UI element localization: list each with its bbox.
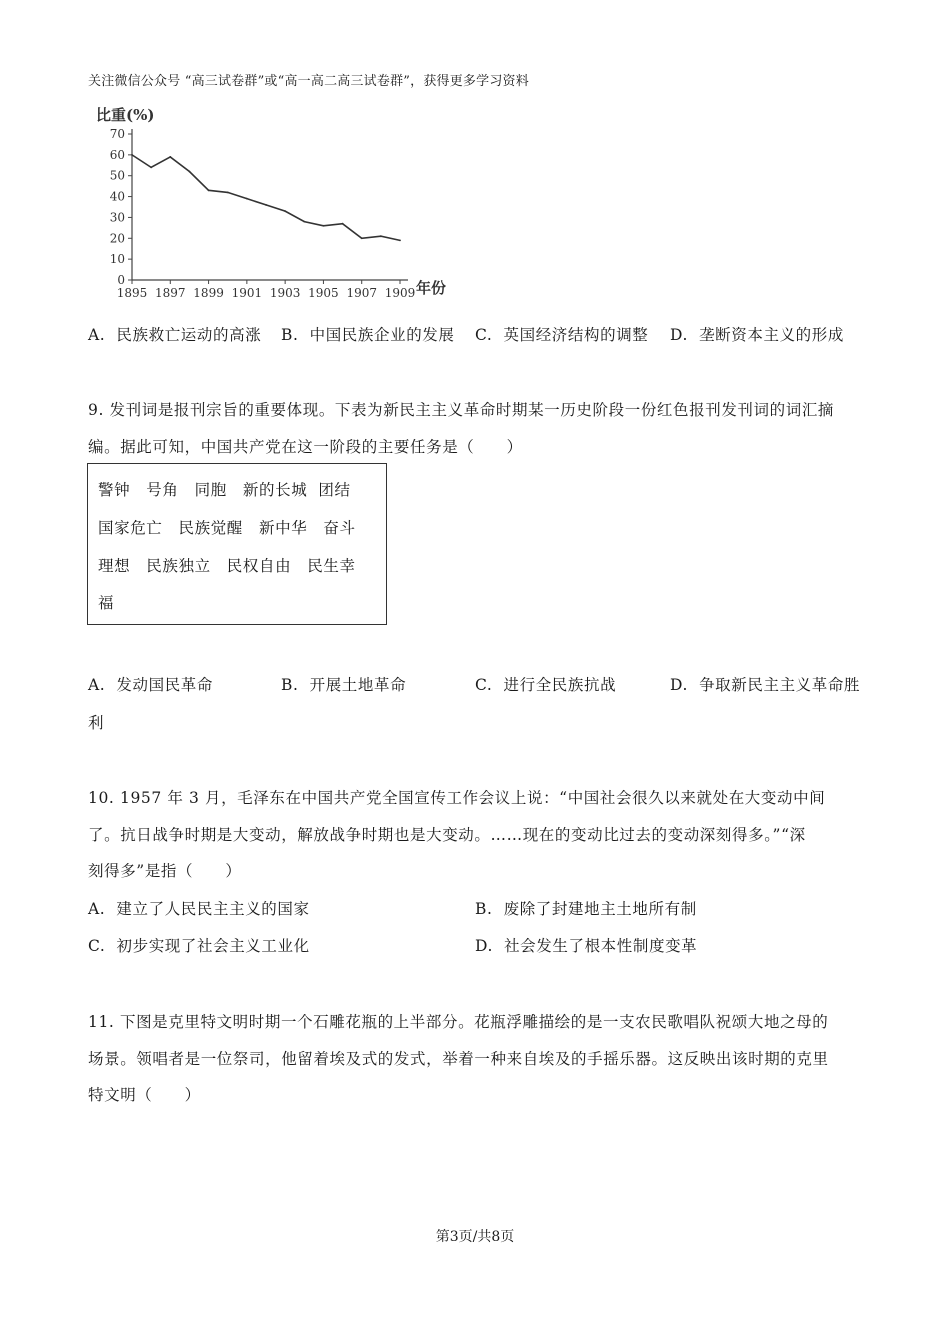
q11-stem-line2: 场景。领唱者是一位祭司，他留着埃及式的发式，举着一种来自埃及的手摇乐器。这反映出该时期的克里 xyxy=(88,1050,829,1068)
q9-options xyxy=(88,673,868,697)
page-number: 第3页/共8页 xyxy=(435,1229,515,1245)
q9-vocabulary-box xyxy=(87,463,387,625)
q9-option-b[interactable]: B. 开展土地革命 xyxy=(281,676,407,694)
q8-option-a[interactable]: A. 民族救亡运动的高涨 xyxy=(88,326,262,344)
chart-x-label: 年份 xyxy=(416,279,447,297)
x-tick-label: 1909 xyxy=(384,286,416,300)
data-point xyxy=(131,154,133,156)
q9-option-d[interactable]: D. 争取新民主主义革命胜 xyxy=(670,676,861,694)
y-tick-label: 20 xyxy=(109,231,125,246)
q9-box-line: 国家危亡 民族觉醒 新中华 奋斗 xyxy=(98,519,356,537)
q10-stem-line3: 刻得多”是指（ ） xyxy=(88,862,242,880)
y-tick-label: 50 xyxy=(109,168,125,183)
y-tick-label: 40 xyxy=(109,189,125,204)
data-point xyxy=(208,189,210,191)
q8-options xyxy=(88,323,868,347)
q9-box-line: 福 xyxy=(98,594,115,612)
q10-option-b[interactable]: B. 废除了封建地主土地所有制 xyxy=(475,900,697,918)
q9-stem-line1: 9. 发刊词是报刊宗旨的重要体现。下表为新民主主义革命时期某一历史阶段一份红色报刊发刊词的词汇摘 xyxy=(88,401,835,419)
data-point xyxy=(246,198,248,200)
data-point xyxy=(323,225,325,227)
y-tick-label: 60 xyxy=(109,147,125,162)
q10-option-c[interactable]: C. 初步实现了社会主义工业化 xyxy=(88,937,310,955)
data-point xyxy=(361,237,363,239)
q10-stem-line2: 了。抗日战争时期是大变动，解放战争时期也是大变动。……现在的变动比过去的变动深刻得多。”“深 xyxy=(88,826,806,844)
y-tick-label: 30 xyxy=(109,210,125,225)
data-point xyxy=(150,166,152,168)
data-point xyxy=(265,204,267,206)
q8-option-d[interactable]: D. 垄断资本主义的形成 xyxy=(670,326,844,344)
q8-option-b[interactable]: B. 中国民族企业的发展 xyxy=(281,326,455,344)
q9-box-line: 理想 民族独立 民权自由 民生幸 xyxy=(98,557,356,575)
q9-box-line: 警钟 号角 同胞 新的长城 团结 xyxy=(98,481,351,499)
q11-stem-line1: 11. 下图是克里特文明时期一个石雕花瓶的上半部分。花瓶浮雕描绘的是一支农民歌唱队祝颂大地之母的 xyxy=(88,1013,829,1031)
y-tick-label: 70 xyxy=(109,127,125,141)
q10-options-row1 xyxy=(88,897,868,921)
data-point xyxy=(169,156,171,158)
x-tick-label: 1895 xyxy=(116,286,148,300)
y-tick-label: 10 xyxy=(109,252,125,267)
chart-y-label: 比重(%) xyxy=(96,106,155,124)
x-tick-label: 1905 xyxy=(308,286,339,300)
x-tick-label: 1907 xyxy=(346,286,377,300)
q8-option-c[interactable]: C. 英国经济结构的调整 xyxy=(475,326,649,344)
x-tick-label: 1901 xyxy=(231,286,263,300)
q10-option-d[interactable]: D. 社会发生了根本性制度变革 xyxy=(475,937,698,955)
header-notice: 关注微信公众号 “高三试卷群”或“高一高二高三试卷群”，获得更多学习资料 xyxy=(88,74,529,89)
data-point xyxy=(380,235,382,237)
q9-option-d-wrap: 利 xyxy=(88,714,105,732)
y-tick-label: 0 xyxy=(117,273,125,287)
q9-option-c[interactable]: C. 进行全民族抗战 xyxy=(475,676,617,694)
data-point xyxy=(284,210,286,212)
q10-options-row2 xyxy=(88,934,868,958)
data-point xyxy=(399,239,401,241)
q9-stem-line2: 编。据此可知，中国共产党在这一阶段的主要任务是（ ） xyxy=(88,438,523,456)
q10-option-a[interactable]: A. 建立了人民民主主义的国家 xyxy=(88,900,310,918)
x-tick-label: 1897 xyxy=(155,286,186,300)
data-point xyxy=(303,221,305,223)
q11-stem-line3: 特文明（ ） xyxy=(88,1086,201,1104)
data-point xyxy=(189,171,191,173)
data-point xyxy=(342,223,344,225)
x-tick-label: 1903 xyxy=(269,286,301,300)
data-point xyxy=(227,192,229,194)
chart-series-line xyxy=(132,155,400,241)
q9-option-a[interactable]: A. 发动国民革命 xyxy=(88,676,213,694)
q10-stem-line1: 10. 1957 年 3 月，毛泽东在中国共产党全国宣传工作会议上说：“中国社会很久以来就处在大变动中间 xyxy=(88,789,826,807)
proportion-line-chart xyxy=(88,96,468,306)
x-tick-label: 1899 xyxy=(193,286,224,300)
